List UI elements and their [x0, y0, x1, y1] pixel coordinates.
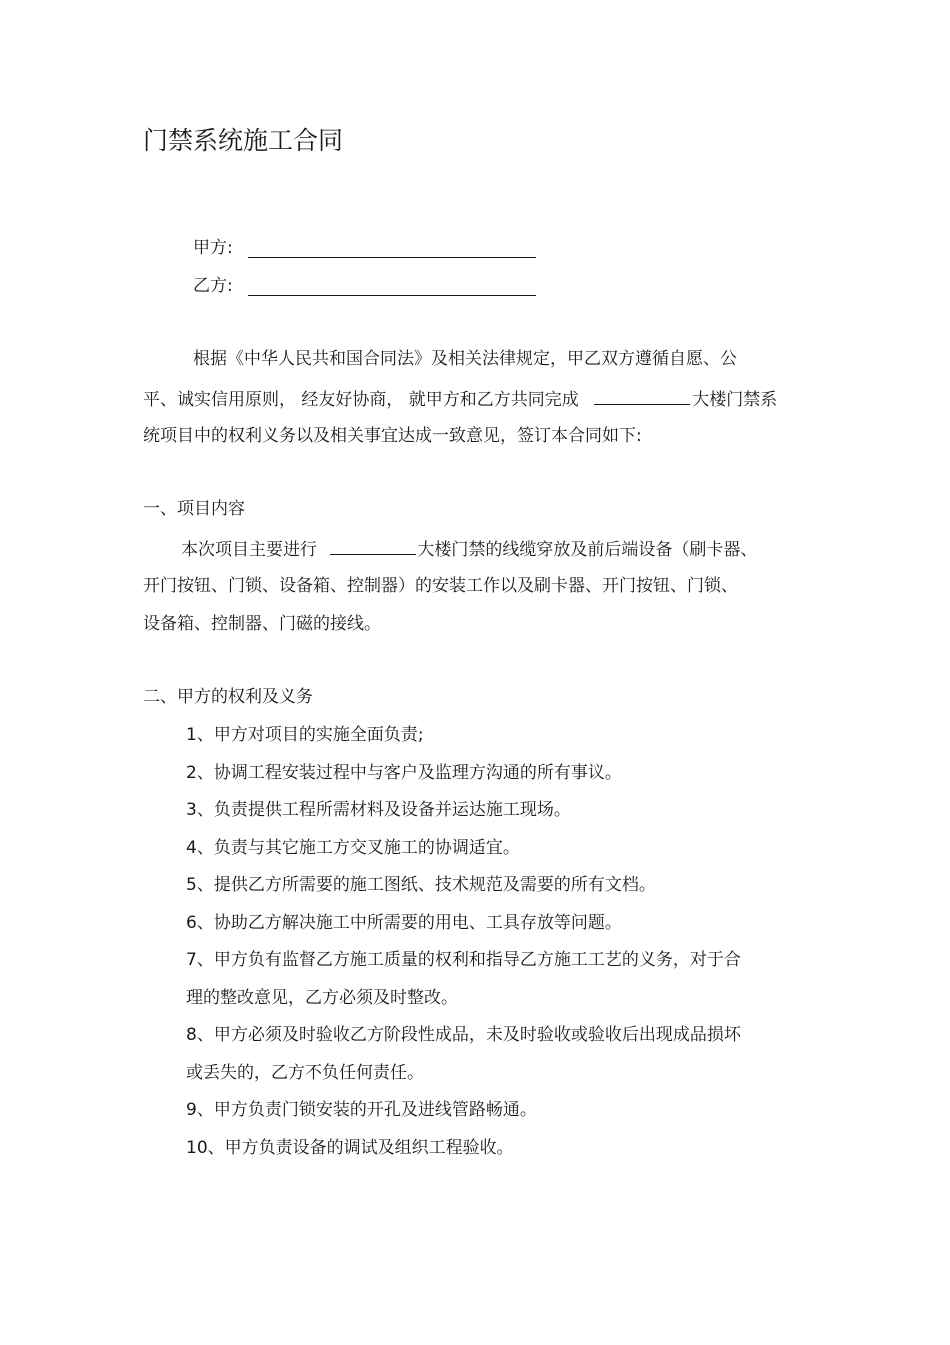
party-a-label: 甲方: [193, 238, 233, 258]
section-1-line-1-text-b: 大楼门禁的线缆穿放及前后端设备（刷卡器、 [417, 540, 758, 560]
list-item-continuation: 或丢失的，乙方不负任何责任。 [186, 1063, 424, 1083]
list-item: 7、甲方负有监督乙方施工质量的权利和指导乙方施工工艺的义务，对于合 [186, 950, 741, 970]
section-1-line-1 [181, 537, 757, 561]
list-item: 6、协助乙方解决施工中所需要的用电、工具存放等问题。 [186, 913, 622, 933]
document-title: 门禁系统施工合同 [143, 126, 344, 155]
list-item: 9、甲方负责门锁安装的开孔及进线管路畅通。 [186, 1100, 537, 1120]
list-item: 4、负责与其它施工方交叉施工的协调适宜。 [186, 838, 520, 858]
party-b-blank [248, 295, 536, 296]
preamble-line-1: 根据《中华人民共和国合同法》及相关法律规定，甲乙双方遵循自愿、公 [193, 349, 737, 369]
party-a-blank [248, 257, 536, 258]
section-1-heading: 一、项目内容 [143, 499, 245, 519]
building-name-blank [330, 537, 416, 555]
list-item: 1、甲方对项目的实施全面负责; [186, 725, 424, 745]
preamble-line-3: 统项目中的权利义务以及相关事宜达成一致意见，签订本合同如下: [143, 426, 642, 446]
list-item-continuation: 理的整改意见，乙方必须及时整改。 [186, 988, 458, 1008]
section-1-line-3: 设备箱、控制器、门磁的接线。 [143, 614, 381, 634]
list-item: 5、提供乙方所需要的施工图纸、技术规范及需要的所有文档。 [186, 875, 656, 895]
preamble-line-2 [143, 387, 777, 411]
section-1-line-1-text-a: 本次项目主要进行 [181, 540, 317, 560]
list-item: 8、甲方必须及时验收乙方阶段性成品，未及时验收或验收后出现成品损坏 [186, 1025, 741, 1045]
preamble-line-2-text-b: 大楼门禁系 [692, 390, 778, 410]
list-item: 10、甲方负责设备的调试及组织工程验收。 [186, 1138, 514, 1158]
list-item: 3、负责提供工程所需材料及设备并运达施工现场。 [186, 800, 571, 820]
list-item: 2、协调工程安装过程中与客户及监理方沟通的所有事议。 [186, 763, 622, 783]
party-b-label: 乙方: [193, 276, 233, 296]
project-name-blank [594, 387, 690, 405]
section-1-line-2: 开门按钮、门锁、设备箱、控制器）的安装工作以及刷卡器、开门按钮、门锁、 [143, 576, 738, 596]
preamble-line-2-text-a: 平、诚实信用原则， 经友好协商， 就甲方和乙方共同完成 [143, 390, 579, 410]
section-2-heading: 二、甲方的权利及义务 [143, 687, 313, 707]
